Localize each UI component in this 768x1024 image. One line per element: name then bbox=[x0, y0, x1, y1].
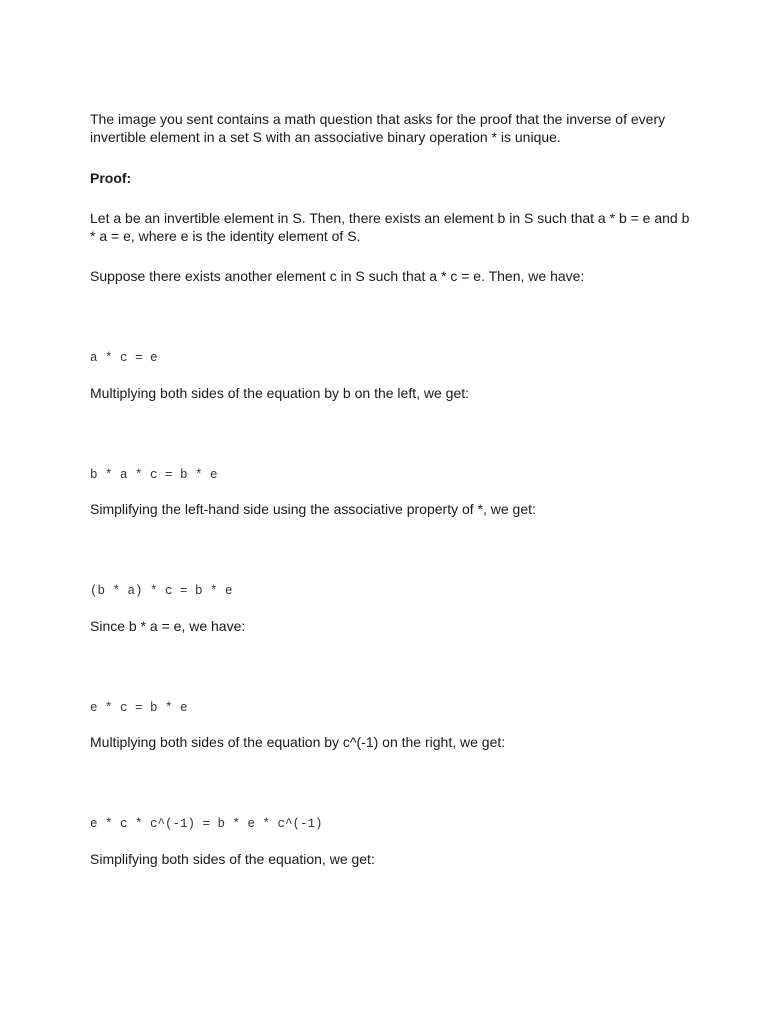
simplify-both-paragraph: Simplifying both sides of the equation, we get: bbox=[90, 851, 375, 867]
since-paragraph: Since b * a = e, we have: bbox=[90, 618, 246, 634]
equation-2: b * a * c = b * e bbox=[90, 468, 218, 482]
intro-paragraph: The image you sent contains a math question that asks for the proof that the inverse of every invertible element in a set S with an associative binary operation * is unique. bbox=[90, 111, 666, 145]
equation-3: (b * a) * c = b * e bbox=[90, 584, 233, 598]
simplify-left-paragraph: Simplifying the left-hand side using the associative property of *, we get: bbox=[90, 501, 536, 517]
equation-4: e * c = b * e bbox=[90, 701, 188, 715]
equation-1: a * c = e bbox=[90, 351, 158, 365]
proof-heading: Proof: bbox=[90, 170, 132, 186]
multiply-b-paragraph: Multiplying both sides of the equation by b on the left, we get: bbox=[90, 385, 470, 401]
suppose-paragraph: Suppose there exists another element c in S such that a * c = e. Then, we have: bbox=[90, 268, 585, 284]
equation-5: e * c * c^(-1) = b * e * c^(-1) bbox=[90, 817, 323, 831]
multiply-cinv-paragraph: Multiplying both sides of the equation by c^(-1) on the right, we get: bbox=[90, 734, 506, 750]
let-paragraph: Let a be an invertible element in S. Then, there exists an element b in S such that a * b = e and b * a = e, where e is the identity element of S. bbox=[90, 210, 690, 244]
